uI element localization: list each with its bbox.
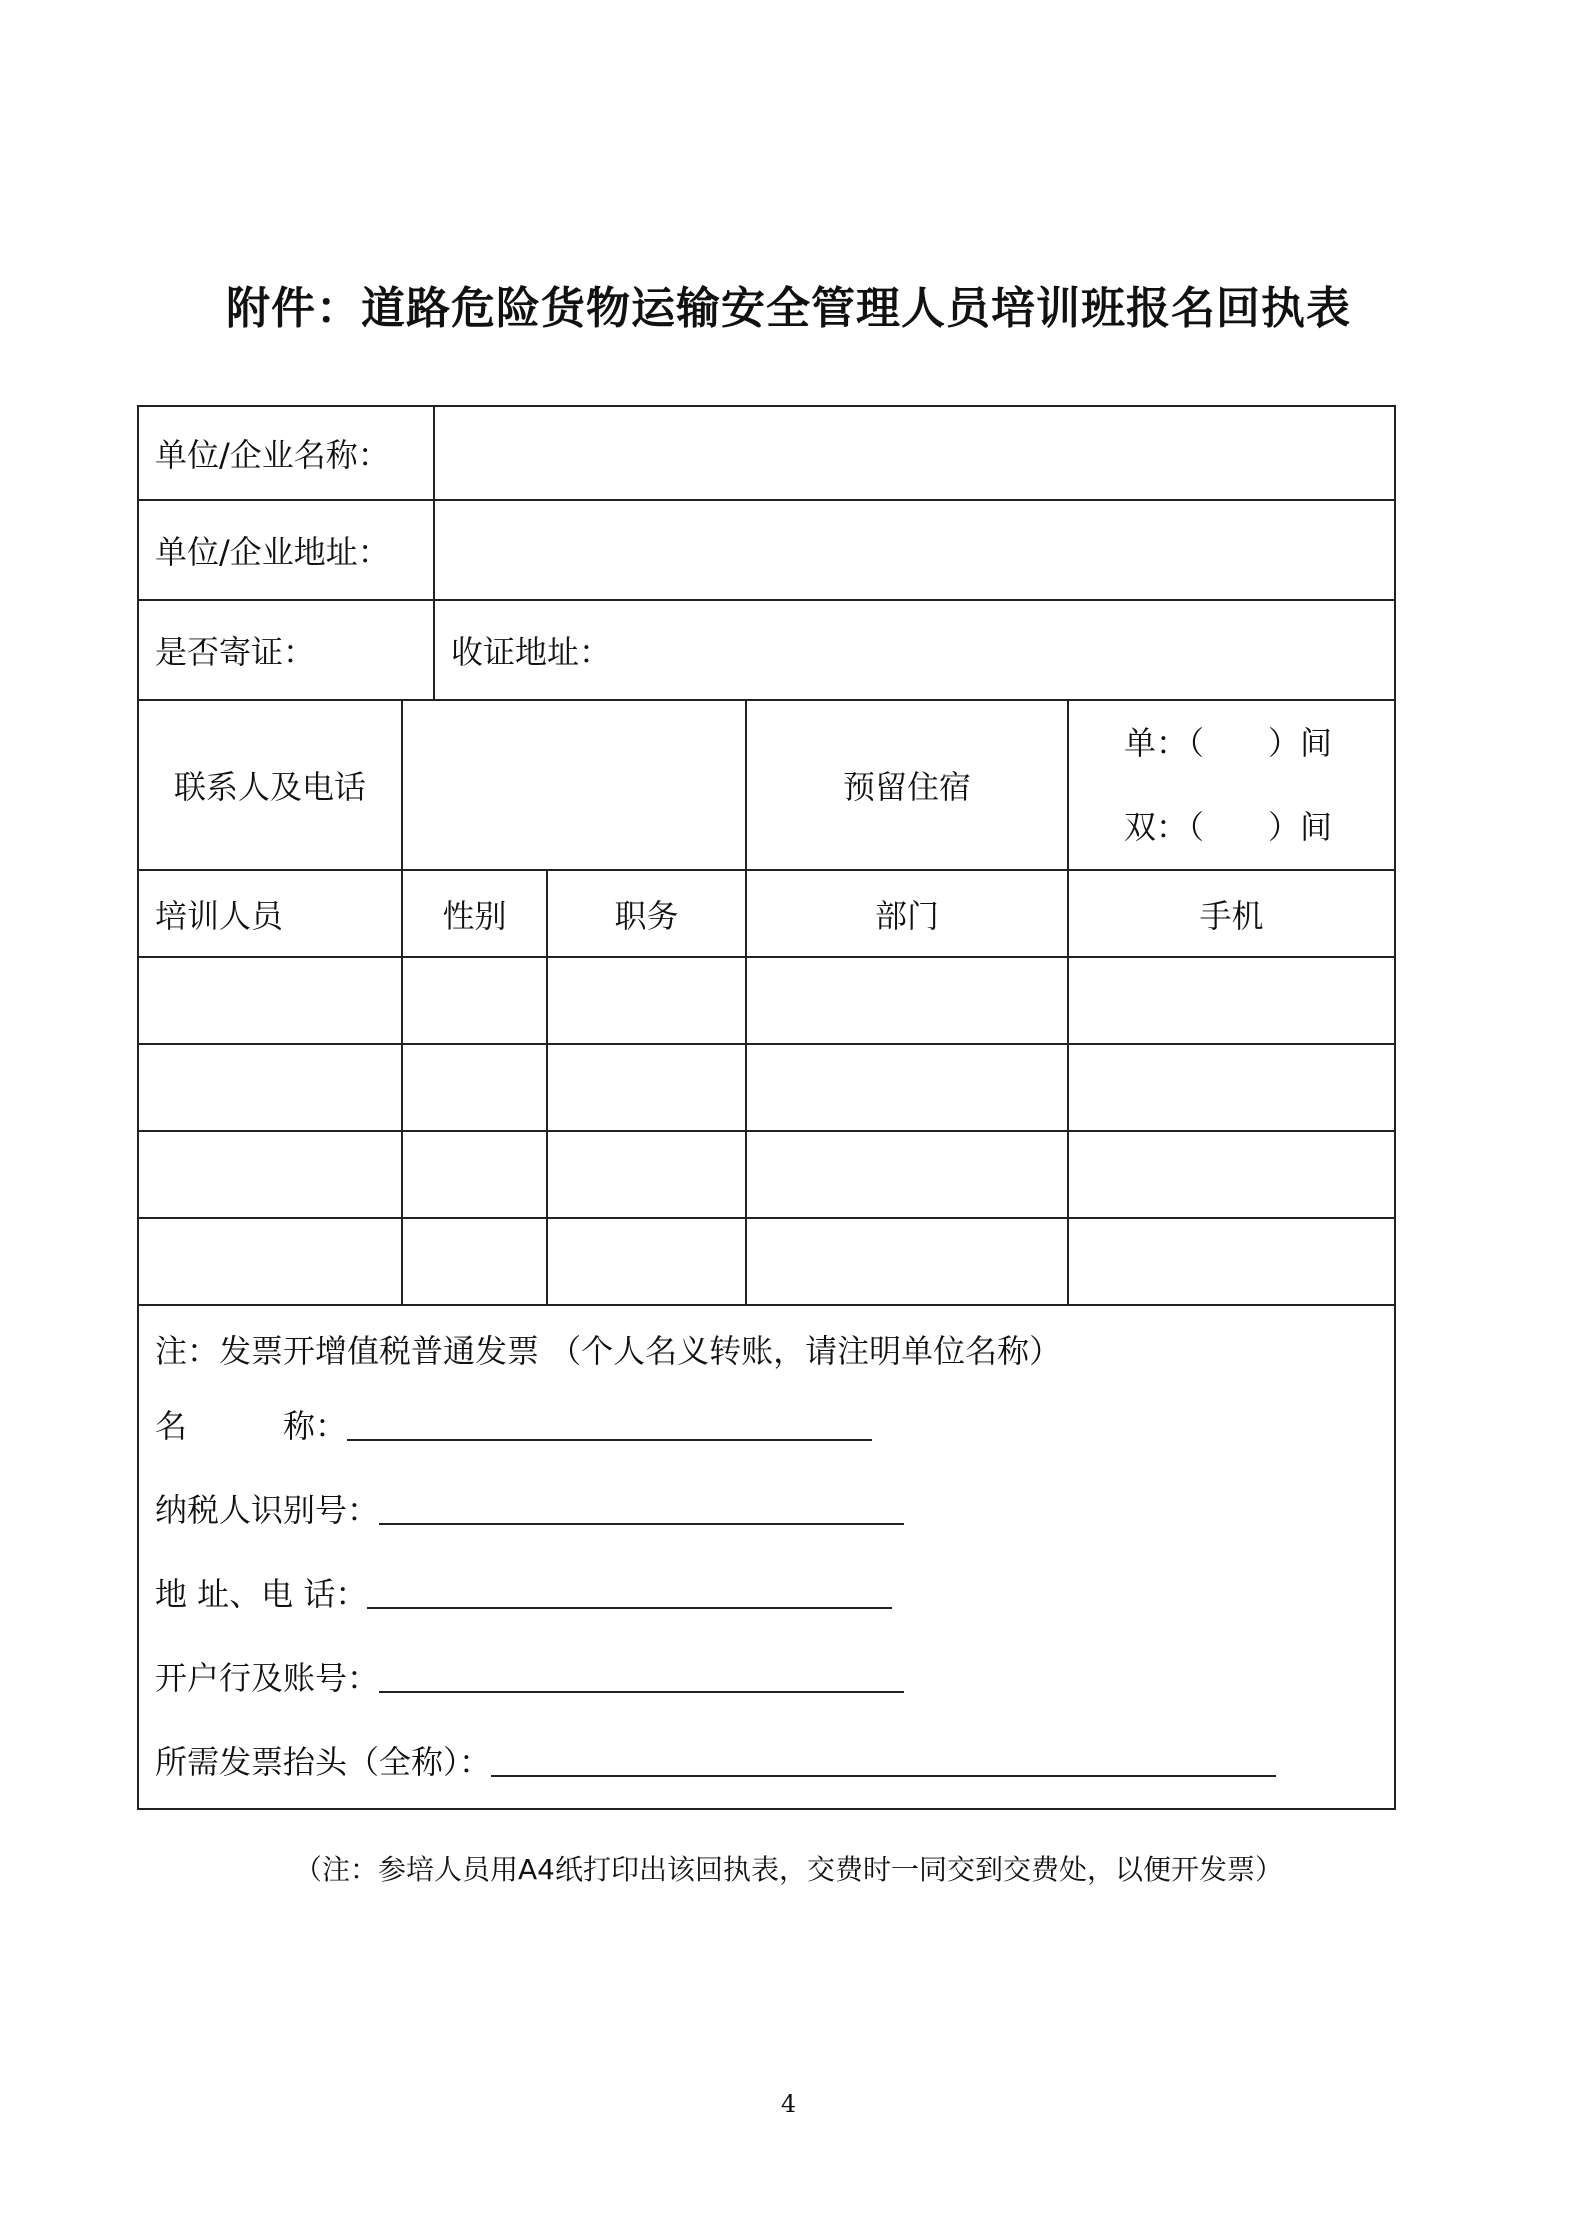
- cert-address-label: 收证地址：: [434, 600, 1395, 700]
- position-cell[interactable]: [547, 1044, 746, 1131]
- department-cell[interactable]: [746, 957, 1068, 1044]
- contact-field[interactable]: [402, 700, 746, 870]
- footnote: （注：参培人员用A4纸打印出该回执表，交费时一同交到交费处，以便开发票）: [294, 1853, 1283, 1886]
- col-mobile: 手机: [1068, 870, 1395, 957]
- gender-cell[interactable]: [402, 957, 547, 1044]
- mail-cert-label: 是否寄证：: [138, 600, 434, 700]
- registration-form: [137, 405, 1396, 1810]
- col-department: 部门: [746, 870, 1068, 957]
- gender-cell[interactable]: [402, 1218, 547, 1305]
- department-cell[interactable]: [746, 1218, 1068, 1305]
- col-position: 职务: [547, 870, 746, 957]
- double-room: 双：（ ）间: [1124, 808, 1333, 846]
- invoice-section: [138, 1305, 1395, 1809]
- table-row: [138, 1218, 1395, 1305]
- bank-label: 开户行及账号：: [155, 1659, 380, 1697]
- trainee-cell[interactable]: [138, 1044, 402, 1131]
- gender-cell[interactable]: [402, 1044, 547, 1131]
- col-gender: 性别: [402, 870, 547, 957]
- mobile-cell[interactable]: [1068, 1044, 1395, 1131]
- room-count-cell: [1068, 700, 1395, 870]
- invoice-header-field[interactable]: [491, 1741, 1276, 1777]
- col-trainee: 培训人员: [138, 870, 402, 957]
- table-row: [138, 1044, 1395, 1131]
- addr-phone-label: 地 址、电 话：: [155, 1575, 368, 1613]
- addr-phone-field[interactable]: [367, 1573, 892, 1609]
- mobile-cell[interactable]: [1068, 1218, 1395, 1305]
- page-title: 附件：道路危险货物运输安全管理人员培训班报名回执表: [226, 283, 1351, 334]
- addr-phone-row: [155, 1552, 1378, 1636]
- invoice-name-row: [155, 1384, 1378, 1468]
- position-cell[interactable]: [547, 1218, 746, 1305]
- trainee-cell[interactable]: [138, 1218, 402, 1305]
- lodging-label: 预留住宿: [746, 700, 1068, 870]
- tax-id-label: 纳税人识别号：: [155, 1491, 380, 1529]
- gender-cell[interactable]: [402, 1131, 547, 1218]
- table-row: [138, 1131, 1395, 1218]
- tax-id-field[interactable]: [379, 1489, 904, 1525]
- invoice-header-row: [155, 1720, 1378, 1804]
- trainee-cell[interactable]: [138, 957, 402, 1044]
- department-cell[interactable]: [746, 1131, 1068, 1218]
- tax-id-row: [155, 1468, 1378, 1552]
- company-name-field[interactable]: [434, 406, 1395, 500]
- table-row: [138, 957, 1395, 1044]
- company-address-label: 单位/企业地址：: [138, 500, 434, 600]
- bank-row: [155, 1636, 1378, 1720]
- company-address-field[interactable]: [434, 500, 1395, 600]
- position-cell[interactable]: [547, 1131, 746, 1218]
- page-number: 4: [780, 2090, 797, 2118]
- position-cell[interactable]: [547, 957, 746, 1044]
- mobile-cell[interactable]: [1068, 1131, 1395, 1218]
- mobile-cell[interactable]: [1068, 957, 1395, 1044]
- company-name-label: 单位/企业名称：: [138, 406, 434, 500]
- invoice-header-label: 所需发票抬头（全称）：: [155, 1743, 492, 1781]
- invoice-note: 注：发票开增值税普通发票 （个人名义转账，请注明单位名称）: [155, 1332, 1062, 1370]
- bank-field[interactable]: [379, 1657, 904, 1693]
- trainee-cell[interactable]: [138, 1131, 402, 1218]
- invoice-name-label: 名 称：: [155, 1407, 348, 1445]
- single-room: 单：（ ）间: [1124, 724, 1333, 762]
- contact-label: 联系人及电话: [138, 700, 402, 870]
- department-cell[interactable]: [746, 1044, 1068, 1131]
- invoice-name-field[interactable]: [347, 1405, 872, 1441]
